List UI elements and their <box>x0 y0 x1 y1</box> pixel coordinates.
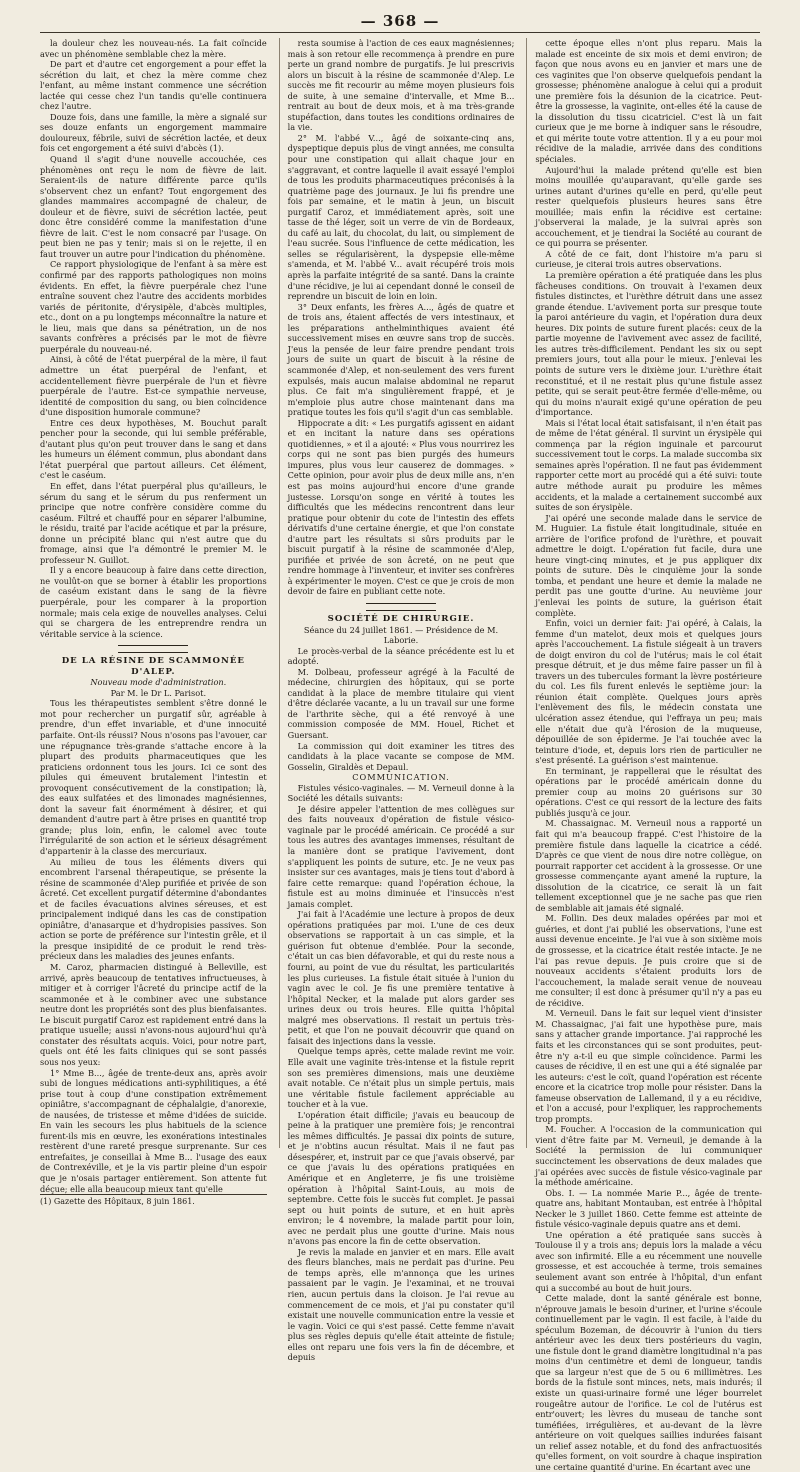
paragraph: M. Verneuil. Dans le fait sur lequel vient d'insister M. Chassaignac, j'ai fait une hypothèse pure, mais sans y attacher grande importance. J'ai rapproché les faits et les circonstances qui se sont produites, peut-être n'y a-t-il eu que simple coïncidence. Parmi les causes de récidive, il en est une qui a été signalée par les auteurs: c'est le coït, quand l'opération est récente encore et la cicatrice trop molle pour résister. Dans la fameuse observation de Lallemand, il y a eu récidive, et l'on a accusé, pour l'expliquer, les rapprochements trop prompts. <box>535 1008 763 1124</box>
paragraph: Une opération a été pratiquée sans succès à Toulouse il y a trois ans; depuis lors la malade a vécu avec son infirmité. Elle a eu récemment une nouvelle grossesse, et est accouchée à terme, trois semaines seulement avant son entrée à l'hôpital, d'un enfant qui a succombé au bout de huit jours. <box>535 1229 763 1293</box>
paragraph: 2° M. l'abbé V..., âgé de soixante-cinq ans, dyspeptique depuis plus de vingt années, me consulta pour une constipation qui allait chaque jour en s'aggravant, et contre laquelle il avait essayé l'emploi de tous les produits pharmaceutiques préconisés à la quatrième page des journaux. Je lui fis prendre une fois par semaine, et le matin à jeun, un biscuit purgatif Caroz, et immédiatement après, soit une tasse de thé léger, soit un verre de vin de Bordeaux, du café au lait, du chocolat, du lait, ou simplement de l'eau sucrée. Sous l'influence de cette médication, les selles se régularisèrent, la dyspepsie elle-même s'amenda, et M. l'abbé V... avait récupéré trois mois après la parfaite intégrité de sa santé. Dans la crainte d'une récidive, je lui ai cependant donné le conseil de reprendre un biscuit de loin en loin. <box>287 132 515 302</box>
column-left <box>40 38 267 1207</box>
header-rule <box>40 32 760 33</box>
paragraph: La commission qui doit examiner les titres des candidats à la place vacante se compose de MM. Gosselin, Giraldès et Depaul. <box>287 740 515 772</box>
paragraph: Enfin, voici un dernier fait: J'ai opéré, à Calais, la femme d'un matelot, deux mois et quelques jours après l'accouchement. La fistule siégeait à un travers de doigt environ du col de l'utérus; mais le col était presque détruit, et je dus même faire passer un fil à travers un des tubercules formant la lèvre postérieure du col. Les fils furent enlevés le septième jour: la réunion était complète. Quelques jours après l'enlèvement des fils, le médecin constata une ulcération assez étendue, qui l'effraya un peu; mais elle n'était due qu'à l'érosion de la muqueuse, dépouillée de son épiderme. Je l'ai touchée avec la teinture d'iode, et, depuis lors rien de particulier ne s'est présenté. La guérison s'est maintenue. <box>535 618 763 766</box>
page-number: — 368 — <box>360 12 440 30</box>
paragraph: la douleur chez les nouveau-nés. La fait coïncide avec un phénomène semblable chez la mère. <box>40 38 267 59</box>
paragraph: Quand il s'agit d'une nouvelle accouchée, ces phénomènes ont reçu le nom de fièvre de lait. Seraient-ils de nature différente parce qu'ils s'observent chez un enfant? Tout engorgement des glandes mammaires accompagné de chaleur, de douleur et de fièvre, suivi de sécrétion lactée, peut donc être considéré comme la manifestation d'une fièvre de lait. C'est le nom consacré par l'usage. On peut bien ne pas y tenir; mais si on le rejette, il en faut trouver un autre pour l'indication du phénomène. <box>40 154 267 259</box>
paragraph: Cette malade, dont la santé générale est bonne, n'éprouve jamais le besoin d'uriner, et l'urine s'écoule continuellement par le vagin. Il est facile, à l'aide du spéculum Bozeman, de découvrir à l'union du tiers antérieur avec les deux tiers postérieurs du vagin, une fistule dont le grand diamètre longitudinal n'a pas moins d'un centimètre et demi de longueur, tandis que sa largeur n'est que de 5 ou 6 millimètres. Les bords de la fistule sont minces, nets, mais indurés; il existe un quasi-urinaire formé une léger bourrelet rougeâtre autour de l'orifice. Le col de l'utérus est entr'ouvert; les lèvres du museau de tanche sont tuméfiées, irrégulières, et au-devant de la lèvre antérieure on voit quelques saillies indurées faisant un relief assez notable, et du fond des anfractuosités qu'elles forment, on voit sourdre à chaque inspiration une certaine quantité d'urine. En écartant avec une <box>535 1293 763 1472</box>
paragraph: A côté de ce fait, dont l'histoire m'a paru si curieuse, je citerai trois autres observations. <box>535 248 763 270</box>
paragraph: Mais si l'état local était satisfaisant, il n'en était pas de même de l'état général. Il survint un érysipèle qui commença par la région inguinale et parcourut successivement tout le corps. La malade succomba six semaines après l'opération. Il ne faut pas évidemment rapporter cette mort au procédé qui a été suivi: toute autre méthode aurait pu produire les mêmes accidents, et la malade a certainement succombé aux suites de son érysipèle. <box>535 417 763 513</box>
section-separator <box>366 603 436 611</box>
paragraph: 3° Deux enfants, les frères A..., âgés de quatre et de trois ans, étaient affectés de vers intestinaux, et les préparations anthelminthiques avaient été successivement mises en œuvre sans trop de succès. J'eus la pensée de leur faire prendre pendant trois jours de suite un quart de biscuit à la résine de scammonée d'Alep, et non-seulement des vers furent expulsés, mais aucun malaise abdominal ne reparut plus. Ce fait m'a singulièrement frappé, et je m'emploie plus autre chose maintenant dans ma pratique toutes les fois qu'il s'agit d'un cas semblable. <box>287 301 515 418</box>
society-heading: SOCIÉTÉ DE CHIRURGIE. <box>327 613 475 624</box>
column-middle <box>279 38 515 1363</box>
footnote: (1) Gazette des Hôpitaux, 8 juin 1861. <box>40 1194 267 1208</box>
paragraph: Au milieu de tous les éléments divers qui encombrent l'arsenal thérapeutique, se présente la résine de scammonée d'Alep purifiée et privée de son âcreté. Cet excellent purgatif détermine d'abondantes et de faciles évacuations alvines séreuses, et est principalement indiqué dans les cas de constipation opiniâtre, d'anasarque et d'hydropisies passives. Son action se porte de préférence sur l'intestin grêle, et il la presque insipidité de ce produit le rend très-précieux dans les maladies des jeunes enfants. <box>40 856 267 962</box>
paragraph: Quelque temps après, cette malade revint me voir. Elle avait une vaginite très-intense et la fistule reprit son ses premières dimensions, mais une deuxième avait notable. Ce n'était plus un simple pertuis, mais une véritable fistule facilement appréciable au toucher et à la vue. <box>287 1046 515 1110</box>
paragraph: M. Follin. Des deux malades opérées par moi et guéries, et dont j'ai publié les observations, l'une est aussi devenue enceinte. Je l'ai vue à son sixième mois de grossesse, et la cicatrice était restée intacte. Je ne l'ai pas revue depuis. Je puis croire que si de nouveaux accidents s'étaient produits lors de l'accouchement, la malade serait venue de nouveau me consulter; il est donc à présumer qu'il n'y a pas eu de récidive. <box>535 913 763 1008</box>
paragraph: J'ai opéré une seconde malade dans le service de M. Huguier. La fistule était longitudinale, située en arrière de l'orifice profond de l'urèthre, et pouvait admettre le doigt. L'opération fut facile, dura une heure vingt-cinq minutes, et je pus appliquer dix points de suture. Dès le cinquième jour la sonde tomba, et pendant une heure et demie la malade ne perdit pas une goutte d'urine. Au neuvième jour j'enlevai les points de suture, la guérison était complète. <box>535 512 763 618</box>
paragraph: Aujourd'hui la malade prétend qu'elle est bien moins mouillée qu'auparavant, qu'elle garde ses urines autant d'urines qu'elle en perd, qu'elle peut rester quelquefois plusieurs heures sans être mouillée; mais enfin la récidive est certaine: j'observerai la malade, je la suivrai après son accouchement, et je tiendrai la Société au courant de ce qui pourra se présenter. <box>535 164 763 249</box>
section-subheading: COMMUNICATION. <box>352 772 450 783</box>
paragraph: En effet, dans l'état puerpéral plus qu'ailleurs, le sérum du sang et le sérum du pus renferment un principe que notre confrère considère comme du caséum. Filtré et chauffé pour en séparer l'albumine, le résidu, traité par l'acide acétique et par la présure, donne un précipité blanc qui n'est autre que du fromage, ainsi que l'a démontré le premier M. le professeur N. Guillot. <box>40 480 267 565</box>
paragraph: resta soumise à l'action de ces eaux magnésiennes; mais à son retour elle recommença à prendre en pure perte un grand nombre de purgatifs. Je lui prescrivis alors un biscuit à la résine de scammonée d'Alep. Le succès me fit recourir au même moyen plusieurs fois de suite, à une semaine d'intervalle, et Mme B... rentrait au bout de deux mois, et à ma très-grande stupéfaction, dans toutes les conditions ordinaires de la vie. <box>287 38 515 133</box>
paragraph: M. Chassaignac. M. Verneuil nous a rapporté un fait qui m'a beaucoup frappé. C'est l'histoire de la première fistule dans laquelle la cicatrice a cédé. D'après ce que vient de nous dire notre collègue, on pourrait rapporter cet accident à la grossesse. Or une grossesse commençante ayant amené la rupture, la dissolution de la cicatrice, ce serait là un fait tellement exceptionnel que je ne sache pas que rien de semblable ait jamais été signalé. <box>535 818 763 913</box>
paragraph: Tous les thérapeutistes semblent s'être donné le mot pour rechercher un purgatif sûr, agréable à prendre, d'un effet invariable, et d'une innocuité parfaite. Ont-ils réussi? Nous n'osons pas l'avouer, car une répugnance très-grande s'attache encore à la plupart des produits pharmaceutiques que les praticiens ordonnent tous les jours. Ici ce sont des pilules qui émeuvent brutalement l'intestin et provoquent consécutivement de la constipation; là, des eaux sulfatées et des limonades magnésiennes, dont la saveur fait énormément à désirer, et qui demandent d'autre part à être prises en quantité trop grande; plus loin, enfin, le calomel avec toute l'irrégularité de son action et le sérieux désagrément d'appartenir à la classe des mercuriaux. <box>40 698 267 857</box>
paragraph: Entre ces deux hypothèses, M. Bouchut paraît pencher pour la seconde, qui lui semble préférable, d'autant plus qu'on peut trouver dans le sang et dans les humeurs un élément commun, plus abondant dans l'état puerpéral que partout ailleurs. Cet élément, c'est le caséum. <box>40 417 267 481</box>
paragraph: Obs. I. — La nommée Marie P..., âgée de trente-quatre ans, habitant Montauban, est entrée à l'hôpital Necker le 3 juillet 1860. Cette femme est atteinte de fistule vésico-vaginale depuis quatre ans et demi. <box>535 1187 763 1230</box>
paragraph: Douze fois, dans une famille, la mère a signalé sur ses douze enfants un engorgement mammaire douloureux, fébrile, suivi de sécrétion lactée, et deux fois cet engorgement a été suivi d'abcès (1). <box>40 111 267 154</box>
paragraph: L'opération était difficile; j'avais eu beaucoup de peine à la pratiquer une première fois; je rencontrai les mêmes difficultés. Je passai dix points de suture, et je n'obtins aucun résultat. Mais il ne faut pas désespérer, et, instruit par ce que j'avais observé, par ce que j'avais lu des opérations pratiquées en Amérique et en Angleterre, je fis une troisième opération à l'hôpital Saint-Louis, au mois de septembre. Cette fois le succès fut complet. Je passai sept ou huit points de suture, et en huit après environ; le 4 novembre, la malade partit pour loin, avec ne perdait plus une goutte d'urine. Mais nous n'avons pas encore la fin de cette observation. <box>287 1109 515 1247</box>
section-separator <box>118 645 188 653</box>
paragraph: Ainsi, à côté de l'état puerpéral de la mère, il faut admettre un état puerpéral de l'enfant, et accidentellement fièvre puerpérale de l'un et fièvre puerpérale de l'autre. Est-ce sympathie nerveuse, identité de composition du sang, ou bien coïncidence d'une disposition humorale commune? <box>40 354 267 418</box>
paragraph: J'ai fait à l'Académie une lecture à propos de deux opérations pratiquées par moi. L'une de ces deux observations se rapportait à un cas simple, et la guérison fut obtenue d'emblée. Pour la seconde, c'était un cas bien défavorable, et qui du reste nous a fourni, au point de vue du résultat, les particularités les plus curieuses. La fistule était située à l'union du vagin avec le col. Je fis une première tentative à l'hôpital Necker, et la malade put alors garder ses urines deux ou trois heures. Elle quitta l'hôpital malgré mes observations. Il restait un pertuis très-petit, et que l'on ne pouvait découvrir que quand on faisait des injections dans la vessie. <box>287 909 515 1046</box>
article-heading: DE LA RÉSINE DE SCAMMONÉE D'ALEP. <box>61 656 245 677</box>
paragraph: 1° Mme B..., âgée de trente-deux ans, après avoir subi de longues médications anti-syphilitiques, a été prise tout à coup d'une constipation extrêmement opiniâtre, s'accompagnant de céphalalgie, d'anorexie, de nausées, de tristesse et même d'idées de suicide. En vain les secours les plus habituels de la science furent-ils mis en œuvre, les exonérations intestinales restèrent d'une rareté presque surprenante. Sur ces entrefaites, je conseillai à Mme B... l'usage des eaux de Contrexéville, et je la vis partir pleine d'un espoir que je n'osais partager entièrement. Son attente fut déçue; elle alla beaucoup mieux tant qu'elle <box>40 1067 267 1194</box>
session-line: Séance du 24 juillet 1861. — Présidence de M. Laborie. <box>303 624 499 646</box>
article-author: Par M. le Dr L. Parisot. <box>110 687 207 698</box>
paragraph: La première opération a été pratiquée dans les plus fâcheuses conditions. On trouvait à l'examen deux fistules distinctes, et l'urèthre détruit dans une assez grande étendue. L'avivement porta sur presque toute la paroi antérieure du vagin, et l'opération dura deux heures. Dix points de suture furent placés: ceux de la partie moyenne de l'avivement avec assez de facilité, les autres très-difficilement. Pendant les six ou sept premiers jours, tout alla pour le mieux. J'enlevai les points de suture vers le dixième jour. L'urèthre était reconstitué, et il ne restait plus qu'une fistule assez petite, qui se serait peut-être fermée d'elle-même, ou qui du moins n'aurait exigé qu'une opération de peu d'importance. <box>535 270 763 418</box>
column-right <box>526 38 763 1472</box>
paragraph: Il y a encore beaucoup à faire dans cette direction, ne voulût-on que se borner à établir les proportions de caséum existant dans le sang de la fièvre puerpérale, pour les comparer à la proportion normale; mais cela exige de nouvelles analyses. Celui qui se chargera de les entreprendre rendra un véritable service à la science. <box>40 565 267 639</box>
paragraph: Fistules vésico-vaginales. — M. Verneuil donne à la Société les détails suivants: <box>287 782 515 804</box>
article-subheading: Nouveau mode d'administration. <box>90 677 227 688</box>
paragraph: Je revis la malade en janvier et en mars. Elle avait des fleurs blanches, mais ne perdait pas d'urine. Peu de temps après, elle m'annonça que les urines passaient par le vagin. Je l'examinai, et ne trouvai rien, aucun pertuis dans la cloison. Je l'ai revue au commencement de ce mois, et j'ai pu constater qu'il existait une nouvelle communication entre la vessie et le vagin. Voici ce qui s'est passé. Cette femme n'avait plus ses règles depuis qu'elle était atteinte de fistule; elles ont reparu une fois vers la fin de décembre, et depuis <box>287 1246 515 1363</box>
article-columns <box>40 38 763 1472</box>
paragraph: En terminant, je rappellerai que le résultat des opérations par le procédé américain donne du premier coup au moins 20 guérisons sur 30 opérations. C'est ce qui ressort de la lecture des faits publiés jusqu'à ce jour. <box>535 765 763 818</box>
paragraph: Le procès-verbal de la séance précédente est lu et adopté. <box>287 645 515 667</box>
paragraph: Hippocrate a dit: « Les purgatifs agissent en aidant et en incitant la nature dans ses opérations quotidiennes, » et il a ajouté: « Plus vous nourrirez les corps qui ne sont pas bien purgés des humeurs impures, plus vous leur causerez de dommages. » Cette opinion, pour avoir plus de deux mille ans, n'en est pas moins aujourd'hui encore d'une grande justesse. Lorsqu'on songe en vérité à toutes les difficultés que les médecins rencontrent dans leur pratique pour obtenir du cote de l'intestin des effets dérivatifs d'une certaine énergie, et que l'on constate d'autre part les résultats si sûrs produits par le biscuit purgatif à la résine de scammonée d'Alep, purifiée et privée de son âcreté, on ne peut que rendre hommage à l'inventeur, et inviter ses confrères à expérimenter le moyen. C'est ce que je crois de mon devoir de faire en publiant cette note. <box>287 417 515 597</box>
paragraph: De part et d'autre cet engorgement a pour effet la sécrétion du lait, et chez la mère comme chez l'enfant, au même instant commence une sécrétion lactée qui cesse chez l'un tandis qu'elle continuera chez l'autre. <box>40 59 267 112</box>
paragraph: Je désire appeler l'attention de mes collègues sur des faits nouveaux d'opération de fistule vésico-vaginale par le procédé américain. Ce procédé a sur tous les autres des avantages immenses, résultant de la manière dont se pratique l'avivement, dont s'appliquent les points de suture, etc. Je ne veux pas insister sur ces avantages, mais je tiens tout d'abord à faire cette remarque: quand l'opération échoue, la fistule est au moins diminuée et l'insuccès n'est jamais complet. <box>287 803 515 909</box>
paragraph: M. Dolbeau, professeur agrégé à la Faculté de médecine, chirurgien des hôpitaux, qui se porte candidat à la place de membre titulaire qui vient d'être déclarée vacante, a lu un travail sur une forme de l'arthrite sèche, qui a été renvoyé à une commission composée de MM. Houel, Richet et Guersant. <box>287 666 515 740</box>
paragraph: cette époque elles n'ont plus reparu. Mais la malade est enceinte de six mois et demi environ; de façon que nous avons eu en janvier et mars une de ces vaginites que l'on observe quelquefois pendant la grossesse; phénomène analogue à celui qui a produit une première fois la désunion de la cicatrice. Peut-être la grossesse, la vaginite, ont-elles été la cause de la dissolution du tissu cicatriciel. C'est là un fait curieux que je me borne à indiquer sans le résoudre, et qui mérite toute votre attention. Il y a eu pour moi récidive de la maladie, arrivée dans des conditions spéciales. <box>535 38 763 165</box>
paragraph: M. Foucher. A l'occasion de la communication qui vient d'être faite par M. Verneuil, je demande à la Société la permission de lui communiquer succinctement les observations de deux malades que j'ai opérées avec succès de fistule vésico-vaginale par la méthode américaine. <box>535 1124 763 1188</box>
paragraph: Ce rapport physiologique de l'enfant à sa mère est confirmé par des rapports pathologiques non moins évidents. En effet, la fièvre puerpérale chez l'une entraîne souvent chez l'autre des accidents morbides variés de péritonite, d'érysipèle, d'abcès multiples, etc., dont on a pu longtemps méconnaître la nature et le lieu, mais que dans sa pénétration, un de nos savants confrères a précisés par le mot de fièvre puerpérale du nouveau-né. <box>40 259 267 354</box>
paragraph: M. Caroz, pharmacien distingué à Belleville, est arrivé, après beaucoup de tentatives infructueuses, à mitiger et à corriger l'âcreté du principe actif de la scammonée et à le combiner avec une substance neutre dont les propriétés sont des plus bienfaisantes. Le biscuit purgatif Caroz est rapidement entré dans la pratique usuelle; aussi n'avons-nous aujourd'hui qu'à constater des résultats acquis. Voici, pour notre part, quels ont été les faits cliniques qui se sont passés sous nos yeux: <box>40 962 267 1067</box>
